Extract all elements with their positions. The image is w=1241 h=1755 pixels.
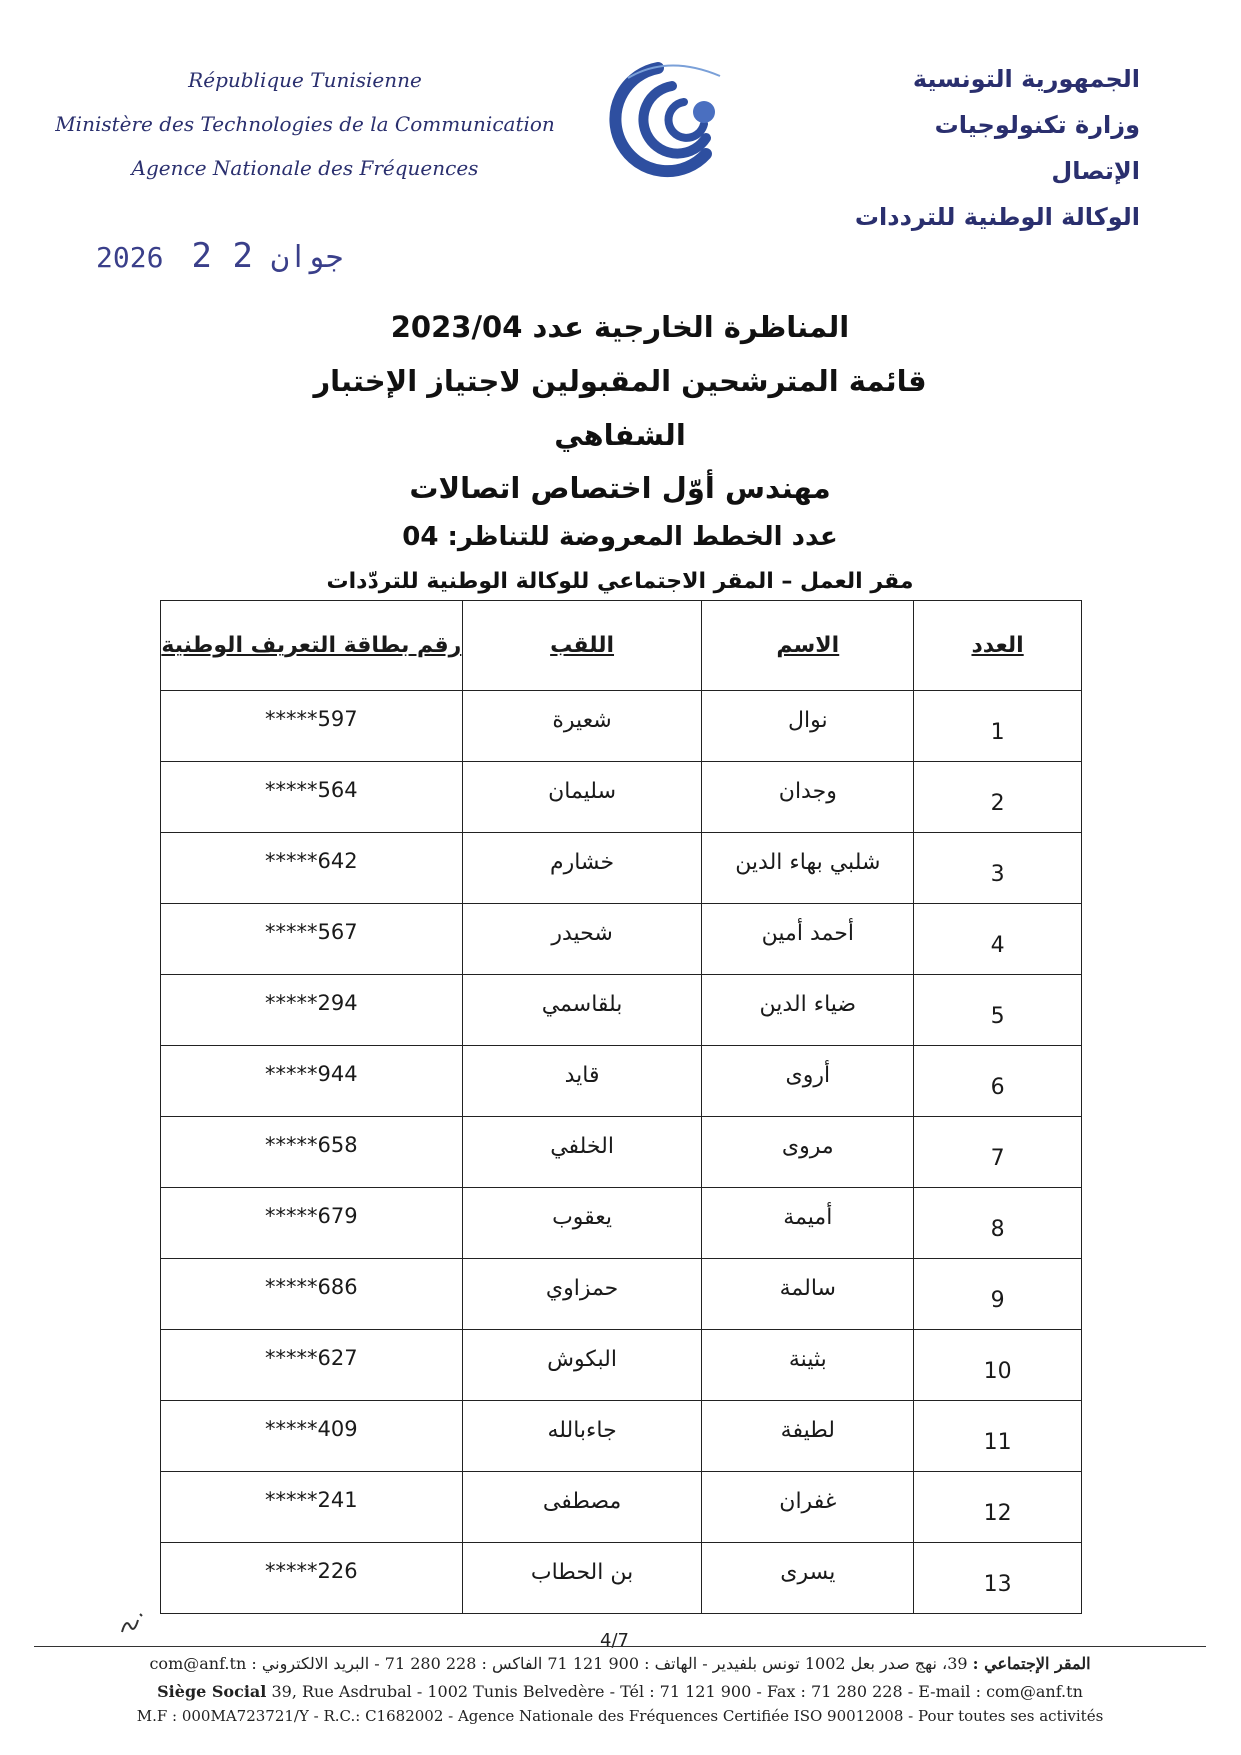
row-surname: سليمان bbox=[462, 762, 702, 833]
header-id: رقم بطاقة التعريف الوطنية bbox=[161, 601, 463, 691]
footer-arabic bbox=[34, 1654, 1206, 1673]
header-arabic bbox=[840, 56, 1140, 240]
agency-logo bbox=[588, 58, 748, 178]
header-ar-ministry: وزارة تكنولوجيات الإتصال bbox=[934, 111, 1140, 185]
row-surname: بلقاسمي bbox=[462, 975, 702, 1046]
candidates-table bbox=[160, 600, 1082, 1614]
row-surname: يعقوب bbox=[462, 1188, 702, 1259]
table-row bbox=[161, 1188, 1082, 1259]
row-name: وجدان bbox=[702, 762, 914, 833]
table-row bbox=[161, 1117, 1082, 1188]
row-num: 7 bbox=[914, 1117, 1082, 1188]
footer-fr-text: 39, Rue Asdrubal - 1002 Tunis Belvedère - Tél : 71 121 900 - Fax : 71 280 228 - E-mail : com@anf.tn bbox=[271, 1682, 1083, 1701]
row-id: *****226 bbox=[161, 1543, 463, 1614]
table-row bbox=[161, 1259, 1082, 1330]
row-id: *****409 bbox=[161, 1401, 463, 1472]
header-fr-republic: République Tunisienne bbox=[188, 68, 422, 92]
table-row bbox=[161, 1472, 1082, 1543]
table-row bbox=[161, 904, 1082, 975]
stamp-day: 2 2 bbox=[191, 236, 253, 276]
header-fr-ministry: Ministère des Technologies de la Communication bbox=[55, 112, 555, 136]
header-ar-agency: الوكالة الوطنية للترددات bbox=[854, 203, 1140, 231]
row-id: *****686 bbox=[161, 1259, 463, 1330]
stamp-year: 2026 bbox=[96, 241, 164, 274]
footer-ar-text: 39، نهج صدر بعل 1002 تونس بلفيدير - الهاتف : 900 121 71 الفاكس : 228 280 71 - البريد الالكتروني : com@anf.tn bbox=[149, 1654, 968, 1673]
workplace: مقر العمل – المقر الاجتماعي للوكالة الوطنية للتردّدات bbox=[326, 569, 914, 594]
contest-title: المناظرة الخارجية عدد 2023/04 bbox=[390, 310, 850, 344]
footer-fr-label: Siège Social bbox=[157, 1682, 267, 1701]
list-title: قائمة المترشحين المقبولين لاجتياز الإختبار الشفاهي bbox=[313, 364, 927, 452]
row-name: بثينة bbox=[702, 1330, 914, 1401]
header-ar-republic: الجمهورية التونسية bbox=[912, 65, 1140, 93]
row-name: ضياء الدين bbox=[702, 975, 914, 1046]
page-number: 4/7 bbox=[600, 1630, 629, 1651]
date-stamp bbox=[96, 236, 343, 276]
row-id: *****658 bbox=[161, 1117, 463, 1188]
row-surname: البكوش bbox=[462, 1330, 702, 1401]
row-num: 6 bbox=[914, 1046, 1082, 1117]
header-french bbox=[50, 58, 560, 190]
header-fr-agency: Agence Nationale des Fréquences bbox=[131, 156, 479, 180]
row-id: *****944 bbox=[161, 1046, 463, 1117]
row-id: *****627 bbox=[161, 1330, 463, 1401]
table-header-row bbox=[161, 601, 1082, 691]
row-surname: بن الحطاب bbox=[462, 1543, 702, 1614]
row-num: 12 bbox=[914, 1472, 1082, 1543]
row-num: 2 bbox=[914, 762, 1082, 833]
table-row bbox=[161, 975, 1082, 1046]
row-surname: شحيدر bbox=[462, 904, 702, 975]
row-num: 1 bbox=[914, 691, 1082, 762]
row-id: *****564 bbox=[161, 762, 463, 833]
row-name: لطيفة bbox=[702, 1401, 914, 1472]
stamp-month: جوان bbox=[271, 240, 344, 275]
row-surname: خشارم bbox=[462, 833, 702, 904]
row-name: نوال bbox=[702, 691, 914, 762]
row-surname: شعيرة bbox=[462, 691, 702, 762]
row-name: غفران bbox=[702, 1472, 914, 1543]
row-name: يسرى bbox=[702, 1543, 914, 1614]
row-num: 11 bbox=[914, 1401, 1082, 1472]
row-surname: قايد bbox=[462, 1046, 702, 1117]
position-title: مهندس أوّل اختصاص اتصالات bbox=[409, 471, 831, 505]
row-id: *****597 bbox=[161, 691, 463, 762]
row-num: 9 bbox=[914, 1259, 1082, 1330]
row-name: أروى bbox=[702, 1046, 914, 1117]
header-num: العدد bbox=[914, 601, 1082, 691]
footer-registration: M.F : 000MA723721/Y - R.C.: C1682002 - Agence Nationale des Fréquences Certifiée ISO 90012008 - Pour toutes ses activités bbox=[136, 1707, 1104, 1725]
table-row bbox=[161, 691, 1082, 762]
row-id: *****567 bbox=[161, 904, 463, 975]
row-num: 10 bbox=[914, 1330, 1082, 1401]
table-row bbox=[161, 762, 1082, 833]
row-id: *****642 bbox=[161, 833, 463, 904]
header-surname: اللقب bbox=[462, 601, 702, 691]
header-name: الاسم bbox=[702, 601, 914, 691]
row-id: *****679 bbox=[161, 1188, 463, 1259]
row-num: 5 bbox=[914, 975, 1082, 1046]
row-num: 3 bbox=[914, 833, 1082, 904]
footer-divider bbox=[34, 1646, 1206, 1647]
row-surname: مصطفى bbox=[462, 1472, 702, 1543]
row-name: شلبي بهاء الدين bbox=[702, 833, 914, 904]
row-id: *****241 bbox=[161, 1472, 463, 1543]
table-row bbox=[161, 1046, 1082, 1117]
row-name: أميمة bbox=[702, 1188, 914, 1259]
handwritten-initials bbox=[118, 1608, 148, 1638]
row-name: سالمة bbox=[702, 1259, 914, 1330]
row-num: 8 bbox=[914, 1188, 1082, 1259]
row-surname: جاءبالله bbox=[462, 1401, 702, 1472]
row-id: *****294 bbox=[161, 975, 463, 1046]
row-name: مروى bbox=[702, 1117, 914, 1188]
row-name: أحمد أمين bbox=[702, 904, 914, 975]
document-titles bbox=[280, 300, 960, 604]
footer-ar-label: المقر الإجتماعي : bbox=[972, 1654, 1091, 1673]
table-row bbox=[161, 833, 1082, 904]
table-row bbox=[161, 1401, 1082, 1472]
row-num: 13 bbox=[914, 1543, 1082, 1614]
plans-count: عدد الخطط المعروضة للتناظر: 04 bbox=[402, 522, 838, 552]
row-num: 4 bbox=[914, 904, 1082, 975]
row-surname: الخلفي bbox=[462, 1117, 702, 1188]
footer-french bbox=[34, 1682, 1206, 1701]
row-surname: حمزاوي bbox=[462, 1259, 702, 1330]
table-row bbox=[161, 1543, 1082, 1614]
table-row bbox=[161, 1330, 1082, 1401]
